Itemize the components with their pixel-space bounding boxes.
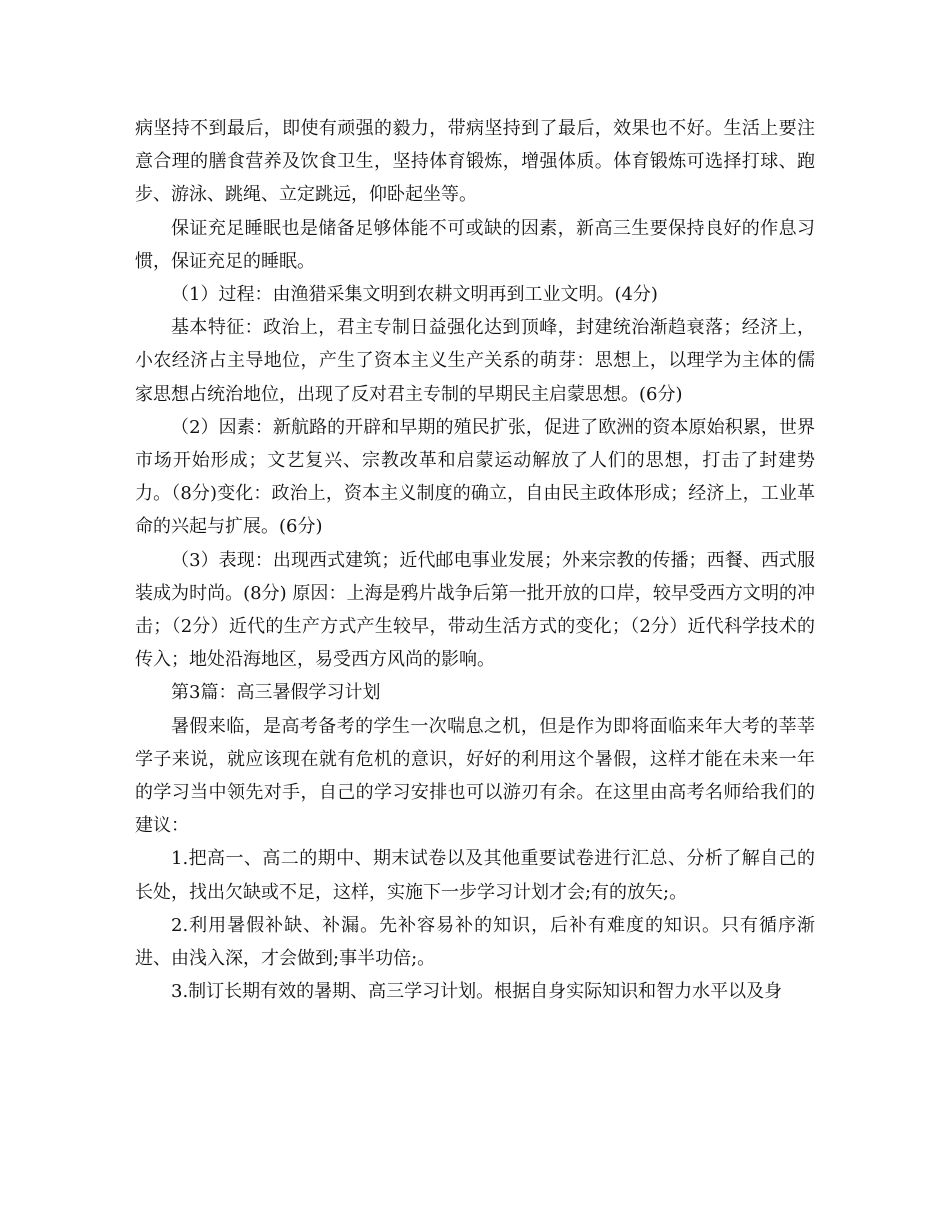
paragraph-summer-intro: 暑假来临，是高考备考的学生一次喘息之机，但是作为即将面临来年大考的莘莘学子来说，就应该现在就有危机的意识，好好的利用这个暑假，这样才能在未来一年的学习当中领先对手，自己的学习安排也可以游刃有余。在这里由高考名师给我们的建议：: [135, 715, 815, 837]
paragraph-answer-1-process: （1）过程：由渔猎采集文明到农耕文明再到工业文明。(4分): [171, 284, 658, 306]
section-heading-part-3: 第3篇：高三暑假学习计划: [171, 682, 381, 704]
paragraph-sleep: 保证充足睡眠也是储备足够体能不可或缺的因素，新高三生要保持良好的作息习惯，保证充足的睡眠。: [135, 217, 815, 272]
paragraph-answer-1-features: 基本特征：政治上，君主专制日益强化达到顶峰，封建统治渐趋衰落；经济上，小农经济占主导地位，产生了资本主义生产关系的萌芽：思想上，以理学为主体的儒家思想占统治地位，出现了反对君主专制的早期民主启蒙思想。(6分): [135, 317, 815, 405]
list-item-1: 1.把高一、高二的期中、期末试卷以及其他重要试卷进行汇总、分析了解自己的长处，找出欠缺或不足，这样，实施下一步学习计划才会;有的放矢;。: [135, 848, 815, 903]
paragraph-answer-2: （2）因素：新航路的开辟和早期的殖民扩张，促进了欧洲的资本原始积累，世界市场开始形成；文艺复兴、宗教改革和启蒙运动解放了人们的思想，打击了封建势力。（8分)变化：政治上，资本主义制度的确立，自由民主政体形成；经济上，工业革命的兴起与扩展。(6分): [135, 416, 815, 538]
paragraph-answer-3: （3）表现：出现西式建筑；近代邮电事业发展；外来宗教的传播；西餐、西式服装成为时尚。(8分) 原因：上海是鸦片战争后第一批开放的口岸，较早受西方文明的冲击；（2分）近代的生产方式产生较早，带动生活方式的变化；（2分）近代科学技术的传入；地处沿海地区，易受西方风尚的影响。: [135, 549, 815, 671]
list-item-2: 2.利用暑假补缺、补漏。先补容易补的知识，后补有难度的知识。只有循序渐进、由浅入深，才会做到;事半功倍;。: [135, 914, 815, 970]
list-item-3: 3.制订长期有效的暑期、高三学习计划。根据自身实际知识和智力水平以及身: [171, 981, 783, 1003]
document-body: [135, 112, 815, 1008]
paragraph-health-continued: 病坚持不到最后，即使有顽强的毅力，带病坚持到了最后，效果也不好。生活上要注意合理的膳食营养及饮食卫生，坚持体育锻炼，增强体质。体育锻炼可选择打球、跑步、游泳、跳绳、立定跳远，仰卧起坐等。: [135, 118, 815, 206]
